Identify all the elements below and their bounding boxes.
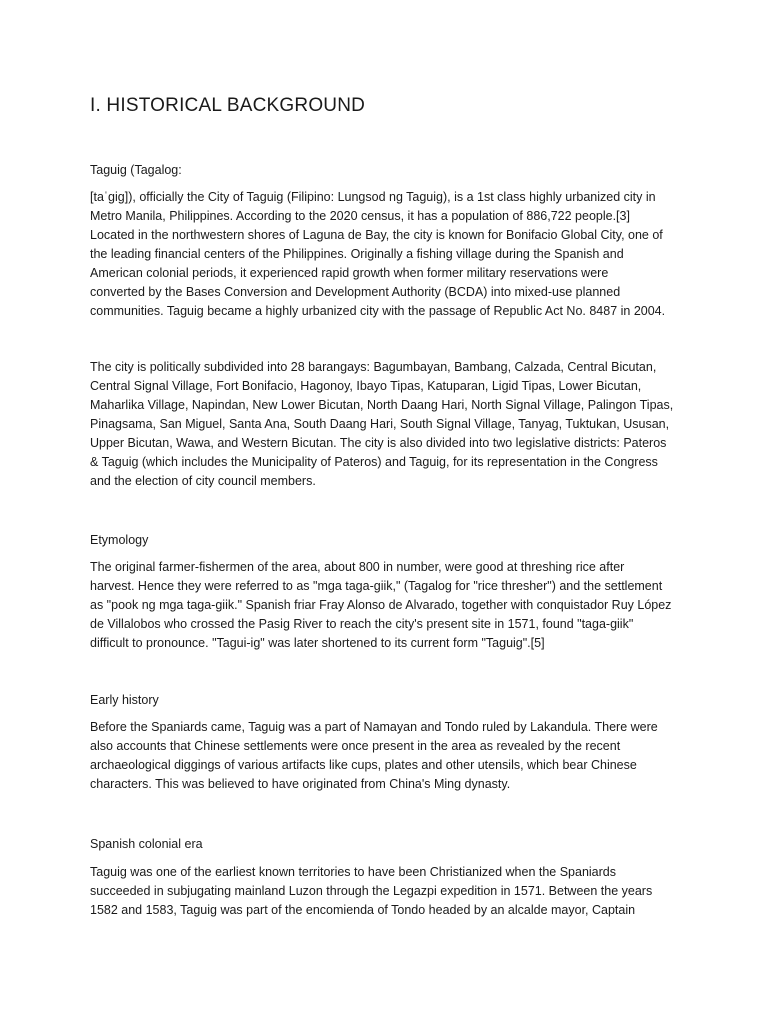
text-line: archaeological diggings of various artifacts like cups, plates and other utensils, which bear Chinese xyxy=(90,758,637,772)
text-line: 1582 and 1583, Taguig was part of the encomienda of Tondo headed by an alcalde mayor, Captain xyxy=(90,903,636,917)
text-line: Maharlika Village, Napindan, New Lower Bicutan, North Daang Hari, North Signal Village, Palingon Tipas, xyxy=(90,398,674,412)
text-line: also accounts that Chinese settlements were once present in the area as revealed by the recent xyxy=(90,739,621,753)
paragraph-etymology xyxy=(90,558,682,653)
text-line: succeeded in subjugating mainland Luzon through the Legazpi expedition in 1571. Between the years xyxy=(90,884,653,898)
text-line: American colonial periods, it experienced rapid growth when former military reservations were xyxy=(90,266,609,280)
text-line: and the election of city council members. xyxy=(90,474,316,488)
section-heading-etymology: Etymology xyxy=(90,533,149,547)
text-line: Upper Bicutan, Wawa, and Western Bicutan. The city is also divided into two legislative districts: Pateros xyxy=(90,436,667,450)
text-line: converted by the Bases Conversion and Development Authority (BCDA) into mixed-use planned xyxy=(90,285,621,299)
section-heading-taguig: Taguig (Tagalog: xyxy=(90,163,182,177)
paragraph-early-history xyxy=(90,718,682,794)
paragraph-spanish-colonial-era xyxy=(90,863,682,920)
text-line: Metro Manila, Philippines. According to the 2020 census, it has a population of 886,722 people.[3] xyxy=(90,209,630,223)
document-title: I. HISTORICAL BACKGROUND xyxy=(90,95,366,116)
text-line: de Villalobos who crossed the Pasig River to reach the city's present site in 1571, found "taga-giik" xyxy=(90,617,634,631)
text-line: the leading financial centers of the Philippines. Originally a fishing village during the Spanish and xyxy=(90,247,624,261)
paragraph-taguig-intro xyxy=(90,188,682,321)
text-line: The city is politically subdivided into 28 barangays: Bagumbayan, Bambang, Calzada, Central Bicutan, xyxy=(90,360,657,374)
text-line: Before the Spaniards came, Taguig was a part of Namayan and Tondo ruled by Lakandula. There were xyxy=(90,720,658,734)
text-line: characters. This was believed to have originated from China's Ming dynasty. xyxy=(90,777,511,791)
section-heading-spanish-colonial-era: Spanish colonial era xyxy=(90,837,203,851)
text-line: Located in the northwestern shores of Laguna de Bay, the city is known for Bonifacio Global City, one of xyxy=(90,228,663,242)
text-line: as "pook ng mga taga-giik." Spanish friar Fray Alonso de Alvarado, together with conquistador Ruy López xyxy=(90,598,672,612)
text-line: difficult to pronounce. "Tagui-ig" was later shortened to its current form "Taguig".[5] xyxy=(90,636,545,650)
text-line: [taˈgig]), officially the City of Taguig (Filipino: Lungsod ng Taguig), is a 1st class highly urbanized city in xyxy=(90,190,656,204)
text-line: The original farmer-fishermen of the area, about 800 in number, were good at threshing rice after xyxy=(90,560,625,574)
text-line: Central Signal Village, Fort Bonifacio, Hagonoy, Ibayo Tipas, Katuparan, Ligid Tipas, Lower Bicutan, xyxy=(90,379,642,393)
paragraph-taguig-barangays xyxy=(90,358,682,491)
text-line: harvest. Hence they were referred to as "mga taga-giik," (Tagalog for "rice thresher") and the settlement xyxy=(90,579,663,593)
text-line: & Taguig (which includes the Municipality of Pateros) and Taguig, for its representation in the Congress xyxy=(90,455,658,469)
text-line: Pinagsama, San Miguel, Santa Ana, South Daang Hari, South Signal Village, Tanyag, Tuktukan, Ususan, xyxy=(90,417,670,431)
text-line: Taguig was one of the earliest known territories to have been Christianized when the Spaniards xyxy=(90,865,617,879)
section-heading-early-history: Early history xyxy=(90,693,159,707)
text-line: communities. Taguig became a highly urbanized city with the passage of Republic Act No. 8487 in 2004. xyxy=(90,304,666,318)
